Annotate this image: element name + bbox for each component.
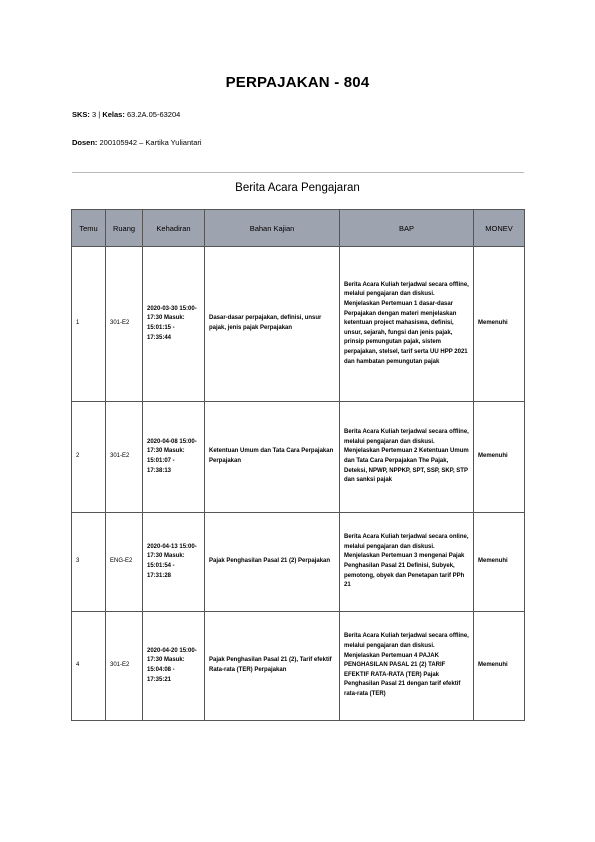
cell-bahan-kajian: Dasar-dasar perpajakan, definisi, unsur pajak, jenis pajak Perpajakan — [205, 247, 340, 402]
header-kehadiran: Kehadiran — [143, 210, 205, 247]
cell-temu: 1 — [72, 247, 106, 402]
header-ruang: Ruang — [106, 210, 143, 247]
sks-label: SKS: — [72, 110, 90, 119]
cell-bahan-kajian: Pajak Penghasilan Pasal 21 (2) Perpajakan — [205, 513, 340, 612]
cell-ruang: ENG-E2 — [106, 513, 143, 612]
table-row — [72, 513, 525, 612]
cell-bap: Berita Acara Kuliah terjadwal secara offline, melalui pengajaran dan diskusi. Menjelaskan Pertemuan 1 dasar-dasar Perpajakan dengan materi menjelaskan ketentuan project mahasiswa, definisi, unsur, sejarah, fungsi dan jenis pajak, prinsip pemungutan pajak, sistem perpajakan, stelsel, tarif serta UU HPP 2021 dan hambatan pemungutan pajak — [340, 247, 474, 402]
cell-bahan-kajian: Ketentuan Umum dan Tata Cara Perpajakan Perpajakan — [205, 402, 340, 513]
cell-temu: 4 — [72, 612, 106, 721]
cell-kehadiran: 2020-04-13 15:00-17:30 Masuk: 15:01:54 - 17:31:28 — [143, 513, 205, 612]
kelas-label: Kelas: — [102, 110, 125, 119]
lecturer-info — [72, 138, 202, 147]
header-bahan-kajian: Bahan Kajian — [205, 210, 340, 247]
course-info — [72, 110, 180, 119]
dosen-label: Dosen: — [72, 138, 98, 147]
table-header-row — [72, 210, 525, 247]
cell-bap: Berita Acara Kuliah terjadwal secara offline, melalui pengajaran dan diskusi. Menjelaskan Pertemuan 4 PAJAK PENGHASILAN PASAL 21 (2) TARIF EFEKTIF RATA-RATA (TER) Pajak Penghasilan Pasal 21 dengan tarif efektif rata-rata (TER) — [340, 612, 474, 721]
cell-kehadiran: 2020-04-20 15:00-17:30 Masuk: 15:04:08 - 17:35:21 — [143, 612, 205, 721]
cell-monev: Memenuhi — [474, 513, 525, 612]
separator: | — [98, 110, 101, 119]
dosen-value: 200105942 – Kartika Yuliantari — [99, 138, 202, 147]
cell-ruang: 301-E2 — [106, 612, 143, 721]
cell-kehadiran: 2020-03-30 15:00-17:30 Masuk: 15:01:15 - 17:35:44 — [143, 247, 205, 402]
kelas-value: 63.2A.05-63204 — [126, 110, 181, 119]
cell-bap: Berita Acara Kuliah terjadwal secara offline, melalui pengajaran dan diskusi. Menjelaskan Pertemuan 2 Ketentuan Umum dan Tata Cara Perpajakan The Pajak, Deteksi, NPWP, NPPKP, SPT, SSP, SKP, STP dan sanksi pajak — [340, 402, 474, 513]
cell-monev: Memenuhi — [474, 402, 525, 513]
divider — [72, 172, 524, 173]
page-title: PERPAJAKAN - 804 — [225, 74, 370, 91]
table-row — [72, 247, 525, 402]
header-monev: MONEV — [474, 210, 525, 247]
teaching-record-table — [71, 209, 525, 721]
section-title: Berita Acara Pengajaran — [235, 182, 360, 194]
cell-monev: Memenuhi — [474, 247, 525, 402]
cell-ruang: 301-E2 — [106, 402, 143, 513]
header-temu: Temu — [72, 210, 106, 247]
cell-ruang: 301-E2 — [106, 247, 143, 402]
sks-value: 3 — [92, 110, 97, 119]
cell-temu: 2 — [72, 402, 106, 513]
cell-temu: 3 — [72, 513, 106, 612]
table-row — [72, 402, 525, 513]
cell-bap: Berita Acara Kuliah terjadwal secara online, melalui pengajaran dan diskusi. Menjelaskan Pertemuan 3 mengenai Pajak Penghasilan Pasal 21 Definisi, Subyek, pemotong, obyek dan Penetapan tarif PPh 21 — [340, 513, 474, 612]
cell-bahan-kajian: Pajak Penghasilan Pasal 21 (2), Tarif efektif Rata-rata (TER) Perpajakan — [205, 612, 340, 721]
table-row — [72, 612, 525, 721]
cell-monev: Memenuhi — [474, 612, 525, 721]
cell-kehadiran: 2020-04-08 15:00-17:30 Masuk: 15:01:07 - 17:38:13 — [143, 402, 205, 513]
header-bap: BAP — [340, 210, 474, 247]
